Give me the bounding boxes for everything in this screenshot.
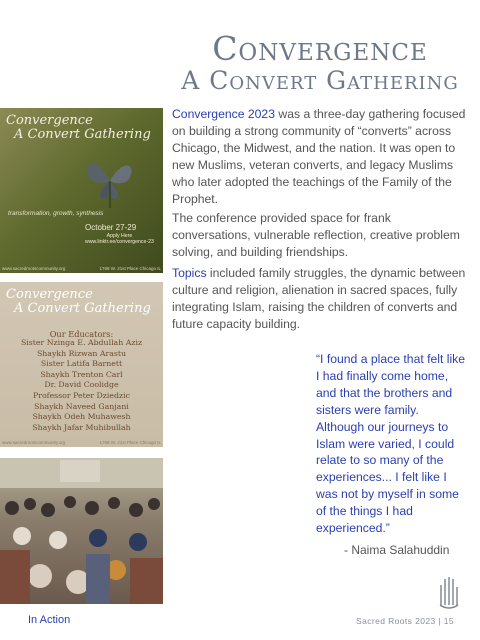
- flyer1-footer: [2, 266, 161, 271]
- flyer1-dates-block: [85, 223, 154, 245]
- flyer1-footer-left: www.sacredrootscommunity.org: [2, 266, 66, 271]
- educator-item: Professor Peter Dziedzic: [33, 390, 130, 400]
- topics-paragraph: [172, 265, 472, 333]
- educator-item: Shaykh Rizwan Arastu: [36, 348, 127, 358]
- sacred-roots-hand-logo-icon: [438, 575, 460, 611]
- section-label: In Action: [28, 614, 71, 626]
- flyer1-link: www.linktr.ee/convergence-23: [85, 239, 154, 245]
- butterfly-icon: [80, 153, 140, 208]
- educator-item: Sister Nzinga E. Abdullah Aziz: [20, 338, 143, 347]
- flyer2-title: [6, 288, 151, 316]
- space-text: The conference provided space for frank conversations, vulnerable reflection, creative problem solving, and building friendships.: [172, 211, 460, 259]
- page-number: Sacred Roots 2023 | 15: [356, 616, 454, 626]
- educators-list: [0, 338, 163, 433]
- testimonial-quote: “I found a place that felt like I had finally come home, and that the brothers and sisters were family. Although our journeys to Islam were varied, I could relate to so many of the experiences... I felt like I was not by myself in some of the things I had experienced.”: [316, 352, 466, 536]
- title-main: Convergence: [212, 29, 428, 68]
- educator-item: Shaykh Jafar Muhibullah: [32, 422, 131, 432]
- flyer2-title-sub: A Convert Gathering: [14, 301, 151, 316]
- flyer1-title-main: Convergence: [6, 113, 93, 128]
- educators-heading: Our Educators:: [49, 329, 114, 339]
- flyer1-tagline: transformation, growth, synthesis: [8, 210, 104, 217]
- crowd-illustration: [0, 458, 163, 604]
- title-subtitle: A Convert Gathering: [181, 66, 459, 95]
- event-flyer-image: [0, 108, 163, 273]
- space-paragraph: [172, 210, 472, 261]
- flyer1-apply: Apply Here: [106, 233, 133, 239]
- flyer2-footer: [2, 440, 161, 445]
- flyer1-title-sub: A Convert Gathering: [14, 127, 151, 142]
- quote-attribution: - Naima Salahuddin: [344, 543, 450, 557]
- educator-item: Dr. David Coolidge: [44, 380, 119, 390]
- gathering-photo: [0, 458, 163, 604]
- educator-item: Sister Latifa Barnett: [40, 359, 123, 369]
- topics-text: included family struggles, the dynamic between culture and religion, alienation in sacred spaces, fully integrating Islam, raising the children of converts and future capacity building.: [172, 266, 466, 331]
- flyer1-title: [6, 114, 151, 142]
- flyer1-dates: October 27-29: [85, 223, 137, 232]
- flyer2-footer-left: www.sacredrootscommunity.org: [2, 440, 66, 445]
- topics-lead: Topics: [172, 266, 207, 280]
- flyer1-footer-right: 1768 W. 21st Place Chicago IL: [99, 266, 161, 271]
- flyer2-title-main: Convergence: [6, 287, 93, 302]
- intro-paragraph: [172, 106, 472, 208]
- educator-item: Shaykh Naveed Ganjani: [34, 401, 129, 411]
- intro-text: was a three-day gathering focused on building a strong community of “converts” across Chicago, the Midwest, and the nation. It was open to new Muslims, veteran converts, and legacy Muslims who later adopted the teachings of the Family of the Prophet.: [172, 107, 466, 206]
- intro-lead: Convergence 2023: [172, 107, 275, 121]
- educator-item: Shaykh Odeh Muhawesh: [32, 412, 131, 422]
- page-title: [170, 30, 470, 96]
- flyer2-footer-right: 1768 W. 21st Place Chicago IL: [99, 440, 161, 445]
- educator-item: Shaykh Trenton Carl: [40, 369, 123, 379]
- educators-flyer-image: [0, 282, 163, 447]
